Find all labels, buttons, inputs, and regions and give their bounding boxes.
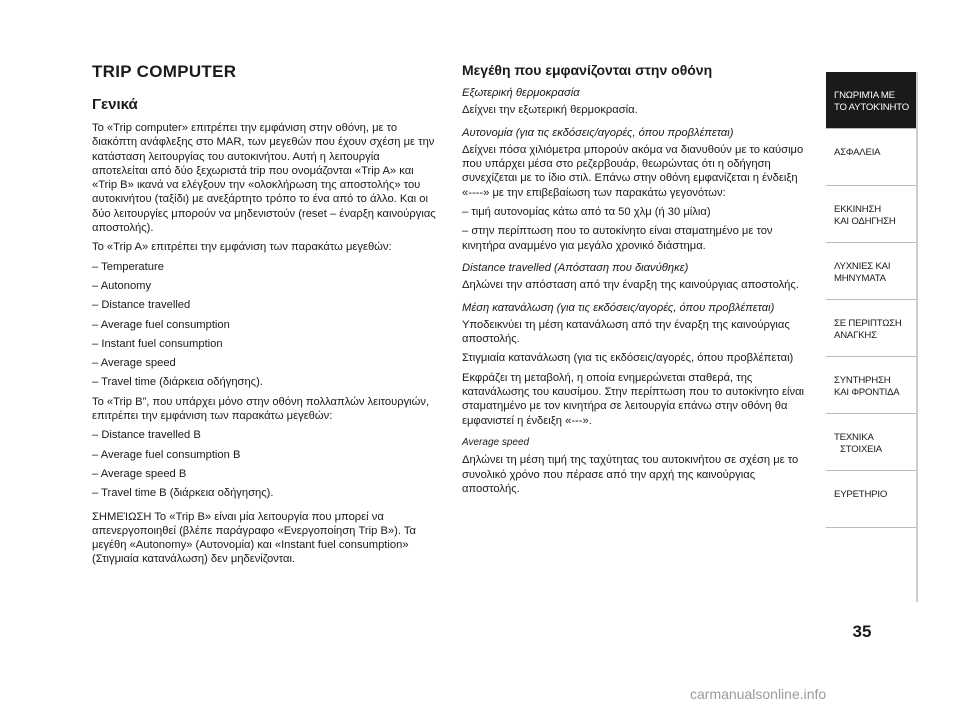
distance-heading: Distance travelled (Απόσταση που διανύθηκε) <box>462 261 689 274</box>
tab-label: ΚΑΙ ΟΔΗΓΗΣΗ <box>834 216 896 227</box>
note-paragraph: ΣΗΜΕΊΩΣΗ Το «Trip B» είναι μία λειτουργία που μπορεί να απενεργοποιηθεί (βλέπε παράγραφο «Ενεργοποίηση Trip B»). Τα μεγέθη «Autonomy» (Αυτονομία) και «Instant fuel consumption» (Στιγμιαία κατανάλωση) δεν μηδενίζονται. <box>92 510 416 566</box>
avg-speed-heading: Average speed <box>462 436 530 448</box>
list-item: – Autonomy <box>92 279 152 292</box>
tab-warning-lights[interactable] <box>826 243 916 300</box>
tab-emergency[interactable] <box>826 300 916 357</box>
tab-label: ΛΥΧΝΙΕΣ ΚΑΙ <box>834 261 891 272</box>
list-item: – Temperature <box>92 260 164 273</box>
instant-consumption-text: Εκφράζει τη μεταβολή, η οποία ενημερώνεται σταθερά, της κατανάλωσης του καυσίμου. Στην περίπτωση που το αυτοκίνητο είναι σταματημένο με τον κινητήρα σε λειτουργία επάνω στην οθόνη θα εμφανιστεί η ένδειξη «---». <box>462 371 805 427</box>
list-item: – Average fuel consumption B <box>92 448 241 461</box>
avg-consumption-text: Υποδεικνύει τη μέση κατανάλωση από την έναρξη της καινούργιας αποστολής. <box>462 318 790 346</box>
tab-label: ΣΕ ΠΕΡΙΠΤΩΣΗ <box>834 318 902 329</box>
middle-column <box>462 62 810 501</box>
watermark: carmanualsonline.info <box>690 686 827 702</box>
tab-label: ΣΥΝΤΗΡΗΣΗ <box>834 375 891 386</box>
external-temp-text: Δείχνει την εξωτερική θερμοκρασία. <box>462 104 638 117</box>
tab-label: ΕΚΚΙΝΗΣΗ <box>834 204 881 215</box>
autonomy-item: – τιμή αυτονομίας κάτω από τα 50 χλμ (ή 30 μίλια) <box>462 206 711 219</box>
sidebar-edge <box>916 72 918 602</box>
list-item: – Average fuel consumption <box>92 318 230 331</box>
external-temp-heading: Εξωτερική θερμοκρασία <box>462 87 580 99</box>
tab-label: ΑΣΦΑΛΕΙΑ <box>834 147 881 158</box>
tab-index[interactable] <box>826 471 916 528</box>
avg-consumption-heading: Μέση κατανάλωση (για τις εκδόσεις/αγορές, όπου προβλέπεται) <box>462 301 775 314</box>
avg-speed-text: Δηλώνει τη μέση τιμή της ταχύτητας του αυτοκινήτου σε σχέση με το συνολικό χρόνο που πέρασε από την αρχή της καινούργιας αποστολής. <box>462 454 799 495</box>
list-item: – Travel time B (διάρκεια οδήγησης). <box>92 487 274 500</box>
section-title: TRIP COMPUTER <box>92 62 237 81</box>
tab-label: ΜΗΝΥΜΑΤΑ <box>834 273 886 284</box>
left-column <box>92 62 436 572</box>
tab-label: ΚΑΙ ΦΡΟΝΤΙΔΑ <box>834 387 900 398</box>
trip-b-intro: Το «Trip B”, που υπάρχει μόνο στην οθόνη πολλαπλών λειτουργιών, επιτρέπει την εμφάνιση των παρακάτω μεγεθών: <box>92 395 430 423</box>
tab-label: ΤΟ ΑΥΤΟΚΊΝΗΤΟ <box>834 102 910 113</box>
tab-label: ΤΕΧΝΙΚΑ <box>834 432 874 443</box>
autonomy-item: – στην περίπτωση που το αυτοκίνητο είναι σταματημένο με τον κινητήρα αναμμένο για μεγάλο χρονικό διάστημα. <box>462 225 773 252</box>
tab-technical-data[interactable] <box>826 414 916 471</box>
tab-getting-to-know[interactable] <box>826 72 916 129</box>
page-number: 35 <box>852 622 872 641</box>
tab-label: ΑΝΑΓΚΗΣ <box>834 330 877 341</box>
list-item: – Average speed <box>92 357 176 370</box>
list-item: – Instant fuel consumption <box>92 337 223 350</box>
list-item: – Average speed B <box>92 467 187 480</box>
tab-safety[interactable] <box>826 129 916 186</box>
tab-label: ΣΤΟΙΧΕΙΑ <box>840 444 883 455</box>
autonomy-text: Δείχνει πόσα χιλιόμετρα μπορούν ακόμα να διανυθούν με το καύσιμο που υπάρχει μέσα στο ρεζερβουάρ, θεωρώντας ότι η οδήγηση συνεχίζεται με το ίδιο στιλ. Επάνω στην οθόνη εμφανίζεται η ένδειξη «----» με την επιβεβαίωση των παρακάτω γεγονότων: <box>462 143 804 199</box>
list-item: – Travel time (διάρκεια οδήγησης). <box>92 376 263 389</box>
list-item: – Distance travelled B <box>92 429 201 442</box>
tab-maintenance[interactable] <box>826 357 916 414</box>
section-subtitle: Γενικά <box>92 96 138 113</box>
tab-label: ΕΥΡΕΤΗΡΙΟ <box>834 489 888 500</box>
tab-label: ΓΝΩΡΙΜΊΑ ΜΕ <box>834 90 895 101</box>
distance-text: Δηλώνει την απόσταση από την έναρξη της καινούργιας αποστολής. <box>462 279 799 292</box>
section-sidebar <box>826 72 916 528</box>
instant-consumption-heading: Στιγμιαία κατανάλωση (για τις εκδόσεις/αγορές, όπου προβλέπεται) <box>462 352 794 365</box>
autonomy-heading: Αυτονομία (για τις εκδόσεις/αγορές, όπου προβλέπεται) <box>462 126 734 139</box>
displayed-values-heading: Μεγέθη που εμφανίζονται στην οθόνη <box>462 62 713 78</box>
tab-starting-driving[interactable] <box>826 186 916 243</box>
trip-a-intro: Το «Trip A» επιτρέπει την εμφάνιση των παρακάτω μεγεθών: <box>92 241 392 254</box>
list-item: – Distance travelled <box>92 299 191 312</box>
intro-paragraph: Το «Trip computer» επιτρέπει την εμφάνιση στην οθόνη, με το διακόπτη ανάφλεξης στο MAR, των μεγεθών που έχουν σχέση με την κατάσταση λειτουργίας του αυτοκινήτου. Αυτή η λειτουργία αποτελείται από δύο ξεχωριστά trip που ονομάζονται «Trip A» και «Trip B» ικανά να ελέγξουν την «ολοκλήρωση της αποστολής» του αυτοκινήτου (ταξίδι) με ανεξάρτητο τρόπο το ένα από το άλλο. Και οι δύο λειτουργίες μπορούν να μηδενιστούν (reset – έναρξη καινούργιας αποστολής). <box>92 122 436 235</box>
